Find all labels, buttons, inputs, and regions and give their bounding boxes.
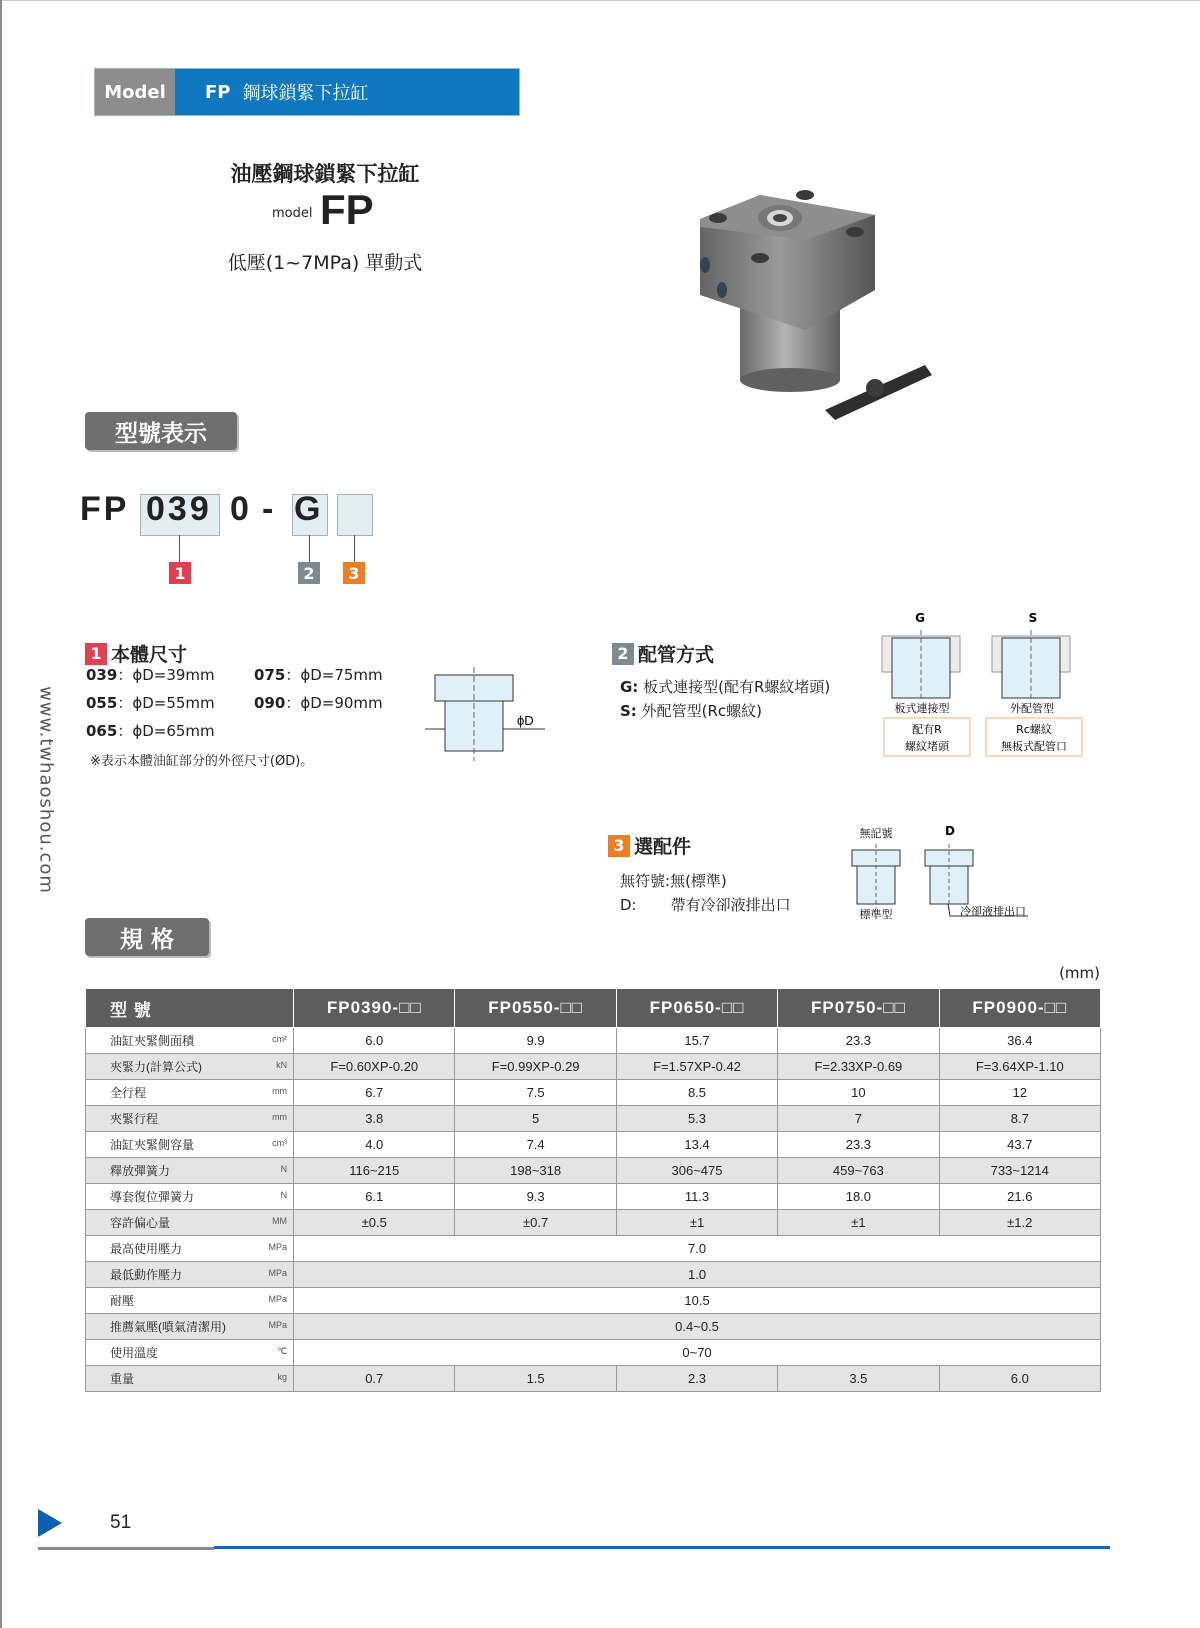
spec-cell: 0.7 (294, 1366, 455, 1392)
spec-row (86, 1288, 1101, 1314)
body-size-heading (85, 640, 187, 667)
code-dash: - (262, 490, 277, 528)
spec-label-text: 油缸夾緊側面積 (110, 1034, 195, 1048)
spec-cell: 8.5 (616, 1080, 777, 1106)
spec-row (86, 1132, 1101, 1158)
spec-cell: F=0.60XP-0.20 (294, 1054, 455, 1080)
piping-s-note1: Rc螺紋 (1016, 723, 1052, 736)
code-badge-2: 2 (298, 562, 320, 584)
spec-label-text: 全行程 (110, 1086, 147, 1100)
spec-label-unit: ℃ (276, 1346, 288, 1356)
spec-cell: ±1.2 (939, 1210, 1100, 1236)
spec-cell: 459~763 (778, 1158, 939, 1184)
piping-heading (612, 640, 714, 667)
spec-row (86, 1366, 1101, 1392)
piping-s-name: 外配管型 (1010, 702, 1054, 715)
spec-header-fp0650: FP0650-□□ (616, 989, 777, 1028)
spec-row-label (86, 1106, 294, 1132)
product-model-label: model (272, 206, 313, 221)
spec-row-label (86, 1366, 294, 1392)
spec-label-unit: N (280, 1164, 288, 1174)
spec-row (86, 1054, 1101, 1080)
piping-title: 配管方式 (638, 644, 715, 666)
body-size-diagram (425, 665, 555, 765)
body-size-065: 065：ϕD=65mm (86, 722, 215, 740)
option-d-name: 冷卻液排出口 (960, 905, 1026, 918)
spec-cell: 6.7 (294, 1080, 455, 1106)
spec-label-text: 導套復位彈簧力 (110, 1190, 195, 1204)
piping-g-note2: 螺紋堵頭 (905, 740, 949, 753)
spec-cell: ±1 (616, 1210, 777, 1236)
spec-cell: 2.3 (616, 1366, 777, 1392)
spec-header-model: 型 號 (86, 989, 294, 1028)
piping-diagram (870, 608, 1090, 758)
spec-label-text: 推薦氣壓(噴氣清潔用) (110, 1320, 226, 1334)
spec-label-text: 最低動作壓力 (110, 1268, 183, 1282)
spec-cell: 18.0 (778, 1184, 939, 1210)
spec-cell-span: 10.5 (294, 1288, 1101, 1314)
spec-cell: 3.8 (294, 1106, 455, 1132)
spec-cell: 306~475 (616, 1158, 777, 1184)
spec-row-label (86, 1288, 294, 1314)
option-title: 選配件 (634, 836, 692, 858)
spec-cell: 5 (455, 1106, 616, 1132)
spec-row-label (86, 1132, 294, 1158)
piping-g-name: 板式連接型 (894, 702, 950, 715)
page-number: 51 (110, 1512, 132, 1533)
spec-row-label (86, 1158, 294, 1184)
spec-cell: 6.0 (939, 1366, 1100, 1392)
spec-cell: 6.1 (294, 1184, 455, 1210)
spec-label-unit: cm² (272, 1034, 288, 1044)
spec-cell: F=0.99XP-0.29 (455, 1054, 616, 1080)
spec-cell: 198~318 (455, 1158, 616, 1184)
spec-cell: 21.6 (939, 1184, 1100, 1210)
code-suffix: 0 (230, 490, 252, 528)
spec-row (86, 1184, 1101, 1210)
code-line-2 (309, 535, 310, 562)
spec-row-label (86, 1080, 294, 1106)
spec-label-unit: kN (276, 1060, 288, 1070)
option-none-label: 無記號 (859, 827, 893, 840)
section-model-code: 型號表示 (85, 412, 237, 450)
spec-row-label (86, 1184, 294, 1210)
code-size: 039 (146, 490, 212, 528)
spec-unit: (mm) (1059, 964, 1100, 982)
page-marker-icon (38, 1509, 62, 1537)
spec-row-label (86, 1262, 294, 1288)
code-line-1 (179, 535, 180, 562)
body-size-badge: 1 (85, 643, 107, 665)
footer-line-blue (214, 1546, 1110, 1549)
spec-label-unit: MPa (268, 1242, 288, 1252)
code-pipe: G (294, 490, 324, 528)
spec-row-label (86, 1054, 294, 1080)
spec-cell: 13.4 (616, 1132, 777, 1158)
page-top-border (0, 0, 1200, 1)
spec-header-fp0550: FP0550-□□ (455, 989, 616, 1028)
spec-row (86, 1340, 1101, 1366)
spec-cell: 10 (778, 1080, 939, 1106)
spec-label-unit: MPa (268, 1294, 288, 1304)
spec-label-text: 容許偏心量 (110, 1216, 171, 1230)
spec-cell: ±0.5 (294, 1210, 455, 1236)
spec-row-label (86, 1236, 294, 1262)
product-photo (700, 180, 980, 430)
body-size-039: 039：ϕD=39mm (86, 666, 215, 684)
spec-cell: 9.3 (455, 1184, 616, 1210)
spec-row (86, 1210, 1101, 1236)
website-vertical (26, 680, 66, 900)
spec-cell: 9.9 (455, 1028, 616, 1054)
section-spec: 規 格 (85, 918, 209, 956)
diameter-label: ϕD (517, 713, 534, 728)
footer-line-grey (38, 1547, 214, 1550)
spec-header-fp0390: FP0390-□□ (294, 989, 455, 1028)
spec-header-row (86, 989, 1101, 1028)
piping-s-note2: 無板式配管口 (1001, 740, 1067, 753)
spec-label-text: 釋放彈簧力 (110, 1164, 171, 1178)
spec-cell: 1.5 (455, 1366, 616, 1392)
spec-label-unit: N (280, 1190, 288, 1200)
spec-label-text: 夾緊行程 (110, 1112, 159, 1126)
spec-row (86, 1106, 1101, 1132)
spec-label-unit: MPa (268, 1320, 288, 1330)
piping-g: G: 板式連接型(配有R螺紋堵頭) (620, 678, 831, 696)
spec-cell: 3.5 (778, 1366, 939, 1392)
body-size-note: ※表示本體油缸部分的外徑尺寸(ØD)。 (90, 754, 314, 769)
body-size-090: 090：ϕD=90mm (254, 694, 383, 712)
spec-cell: 12 (939, 1080, 1100, 1106)
spec-label-text: 夾緊力(計算公式) (110, 1060, 202, 1074)
spec-label-unit: mm (272, 1112, 288, 1122)
spec-cell: 7.4 (455, 1132, 616, 1158)
body-size-055: 055：ϕD=55mm (86, 694, 215, 712)
spec-cell: F=3.64XP-1.10 (939, 1054, 1100, 1080)
piping-s: S: 外配管型(Rc螺紋) (620, 702, 762, 720)
spec-row (86, 1158, 1101, 1184)
spec-label-text: 油缸夾緊側容量 (110, 1138, 195, 1152)
option-std-name: 標準型 (859, 908, 893, 920)
spec-header-fp0900: FP0900-□□ (939, 989, 1100, 1028)
code-line-3 (354, 535, 355, 562)
spec-label-text: 耐壓 (110, 1294, 135, 1308)
spec-row (86, 1236, 1101, 1262)
spec-cell: 116~215 (294, 1158, 455, 1184)
spec-label-unit: mm (272, 1086, 288, 1096)
product-title: 油壓鋼球鎖緊下拉缸 (230, 162, 420, 186)
model-header-bar (94, 68, 520, 116)
spec-cell: 6.0 (294, 1028, 455, 1054)
spec-cell: ±0.7 (455, 1210, 616, 1236)
spec-row (86, 1262, 1101, 1288)
spec-label-unit: cm³ (272, 1138, 288, 1148)
code-badge-1: 1 (169, 562, 191, 584)
spec-cell-span: 1.0 (294, 1262, 1101, 1288)
product-subtitle: 低壓(1~7MPa) 單動式 (227, 252, 423, 274)
spec-label-text: 使用溫度 (110, 1346, 159, 1360)
code-option-box (337, 494, 373, 536)
piping-badge: 2 (612, 643, 634, 665)
spec-label-unit: kg (277, 1372, 288, 1382)
spec-cell: F=2.33XP-0.69 (778, 1054, 939, 1080)
code-prefix: FP (80, 490, 130, 528)
spec-cell: 7 (778, 1106, 939, 1132)
spec-label-text: 最高使用壓力 (110, 1242, 183, 1256)
option-diagram (840, 820, 1070, 920)
spec-cell: 4.0 (294, 1132, 455, 1158)
body-size-075: 075：ϕD=75mm (254, 666, 383, 684)
spec-cell: 733~1214 (939, 1158, 1100, 1184)
piping-g-label: G (915, 611, 925, 625)
option-badge: 3 (608, 835, 630, 857)
header-code: FP (205, 81, 231, 103)
spec-header-fp0750: FP0750-□□ (778, 989, 939, 1028)
code-badge-3: 3 (343, 562, 365, 584)
spec-cell: 23.3 (778, 1132, 939, 1158)
spec-cell: 36.4 (939, 1028, 1100, 1054)
option-d-label: D (945, 824, 955, 838)
piping-s-label: S (1028, 611, 1038, 625)
option-heading (608, 832, 691, 859)
page-left-border (0, 0, 2, 1628)
spec-cell: 5.3 (616, 1106, 777, 1132)
option-none: 無符號:無(標準) (620, 872, 727, 890)
model-label: Model (95, 69, 175, 115)
header-title (175, 69, 519, 115)
spec-cell: 7.5 (455, 1080, 616, 1106)
spec-cell: F=1.57XP-0.42 (616, 1054, 777, 1080)
spec-cell: 23.3 (778, 1028, 939, 1054)
spec-row-label (86, 1210, 294, 1236)
spec-row-label (86, 1340, 294, 1366)
body-size-title: 本體尺寸 (111, 644, 188, 666)
website-text: www.twhaoshou.com (35, 686, 57, 894)
spec-row-label (86, 1028, 294, 1054)
spec-cell: 8.7 (939, 1106, 1100, 1132)
spec-row (86, 1028, 1101, 1054)
spec-label-unit: MPa (268, 1268, 288, 1278)
spec-cell-span: 0.4~0.5 (294, 1314, 1101, 1340)
spec-label-unit: MM (272, 1216, 288, 1226)
spec-cell-span: 7.0 (294, 1236, 1101, 1262)
piping-g-note1: 配有R (912, 723, 942, 736)
spec-label-text: 重量 (110, 1372, 135, 1386)
spec-table (85, 988, 1101, 1392)
spec-cell: 15.7 (616, 1028, 777, 1054)
header-title-text: 鋼球鎖緊下拉缸 (242, 83, 369, 104)
spec-cell: ±1 (778, 1210, 939, 1236)
spec-row (86, 1314, 1101, 1340)
option-d: D: 帶有冷卻液排出口 (620, 896, 791, 914)
product-model: FP (320, 186, 374, 233)
spec-cell: 43.7 (939, 1132, 1100, 1158)
spec-cell: 11.3 (616, 1184, 777, 1210)
spec-row (86, 1080, 1101, 1106)
spec-row-label (86, 1314, 294, 1340)
spec-cell-span: 0~70 (294, 1340, 1101, 1366)
